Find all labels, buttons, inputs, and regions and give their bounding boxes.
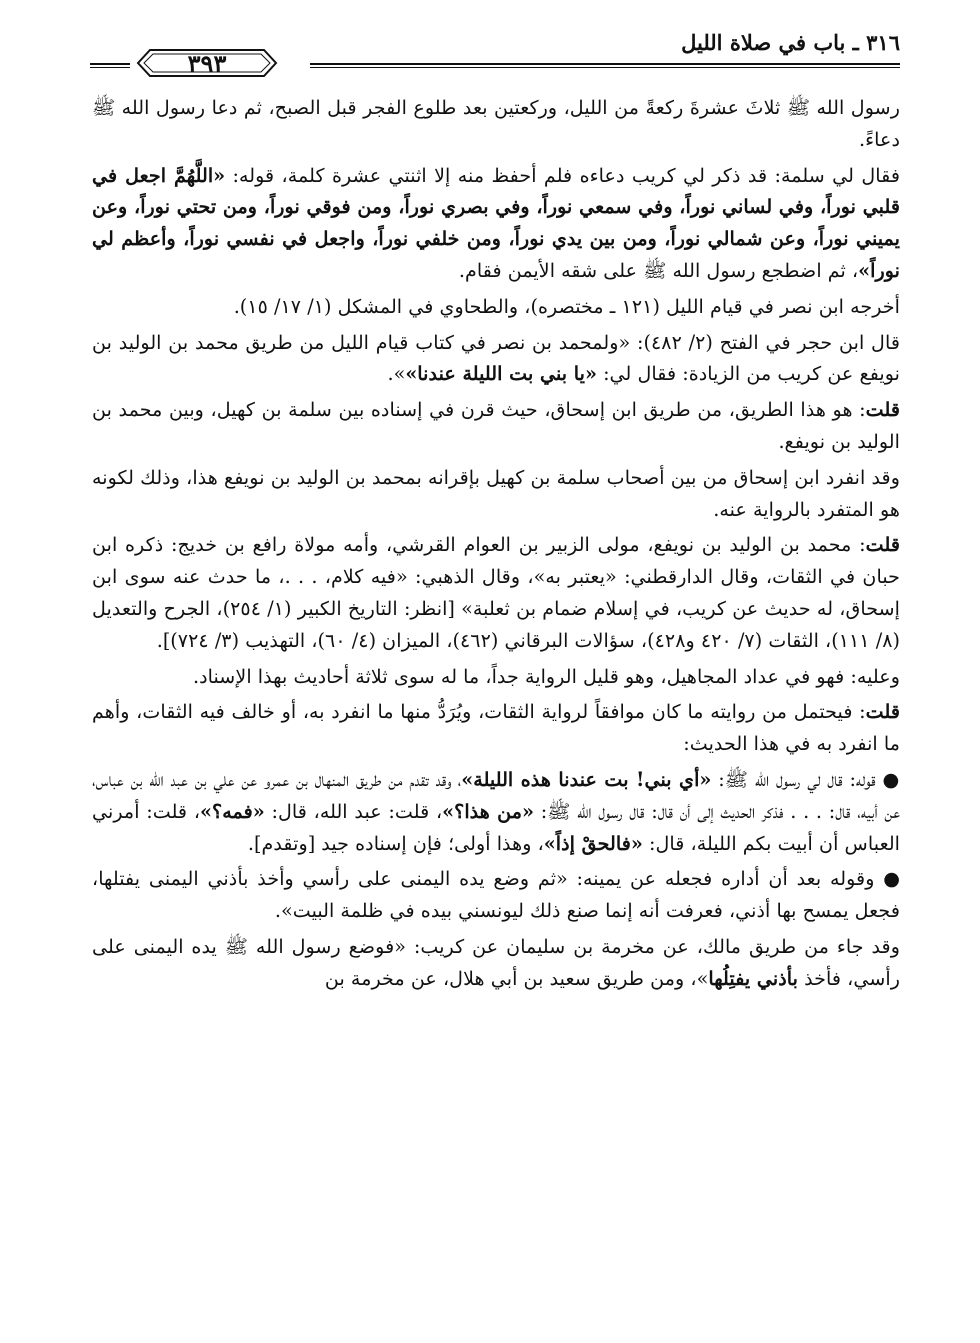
paragraph	[92, 462, 900, 526]
text-run: »، ومن طريق سعيد بن أبي هلال، عن مخرمة بن	[324, 966, 709, 990]
text-run: رسول الله ﷺ ثلاثَ عشرةَ ركعةً من الليل، وركعتين بعد طلوع الفجر قبل الصبح، ثم دعا رسول الله ﷺ دعاءً.	[92, 96, 900, 151]
paragraph	[92, 291, 900, 323]
text-run: ● قوله: قال لي رسول الله ﷺ:	[711, 767, 900, 791]
paragraph	[92, 863, 900, 927]
paragraph	[92, 394, 900, 458]
paragraph	[92, 327, 900, 391]
text-run: : محمد بن الوليد بن نويفع، مولى الزبير بن العوام القرشي، وأمه مولاة رافع بن خديج: ذكره ابن حبان في الثقات، وقال الدارقطني: «يعتبر به»، وقال الذهبي: «فيه كلام، . . .، ما حدث عنه سوى ابن إسحاق، له حديث عن كريب، في إسلام ضمام بن ثعلبة» [انظر: التاريخ الكبير (١/ ٢٥٤)، الجرح والتعديل (٨/ ١١١)، الثقات (٧/ ٤٢٠ و٤٢٨)، سؤالات البرقاني (٤٦٢)، الميزان (٤/ ٦٠)، التهذيب (٣/ ٧٢٤)].	[92, 533, 900, 652]
text-run: : فيحتمل من روايته ما كان موافقاً لرواية الثقات، ويُرَدُّ منها ما انفرد به، أو خالف فيه الثقات، وأهم ما انفرد به في هذا الحديث:	[92, 700, 900, 756]
text-run: قال ابن حجر في الفتح (٢/ ٤٨٢): «ولمحمد بن نصر في كتاب قيام الليل من طريق محمد بن الوليد بن نويفع عن كريب من الزيادة: فقال لي:	[92, 330, 900, 386]
paragraph	[92, 931, 900, 995]
text-run: : هو هذا الطريق، من طريق ابن إسحاق، حيث قرن في إسناده بين سلمة بن كهيل، وبين محمد بن الوليد بن نويفع.	[92, 398, 900, 453]
text-run: ، وهذا أولى؛ فإن إسناده جيد [وتقدم].	[247, 831, 544, 855]
text-run: فقال لي سلمة: قد ذكر لي كريب دعاءه فلم أحفظ منه إلا اثنتي عشرة كلمة، قوله:	[225, 163, 900, 187]
chapter-title: ٣١٦ ـ باب في صلاة الليل	[681, 30, 900, 55]
text-run: أخرجه ابن نصر في قيام الليل (١٢١ ـ مختصره)، والطحاوي في المشكل (١/ ١٧/ ١٥).	[233, 294, 900, 318]
page-body	[92, 92, 900, 995]
text-run: وعليه: فهو في عداد المجاهيل، وهو قليل الرواية جداً، ما له سوى ثلاثة أحاديث بهذا الإسناد.	[193, 664, 900, 688]
bold-text-run: قلت	[865, 398, 900, 422]
page-number-badge	[132, 44, 282, 82]
bold-text-run: «اللَّهُمَّ اجعل في قلبي نوراً، وفي لساني نوراً، وفي سمعي نوراً، وفي بصري نوراً، ومن فوقي نوراً، ومن تحتي نوراً، وعن يميني نوراً، وعن شمالي نوراً، ومن بين يدي نوراً، ومن خلفي نوراً، واجعل في نفسي نوراً، وأعظم لي نوراً»	[92, 163, 900, 282]
bold-text-run: «فالحقْ إذاً»	[543, 831, 643, 855]
bold-text-run: بأذني يفتِلُها	[708, 966, 798, 990]
text-run: وقد انفرد ابن إسحاق من بين أصحاب سلمة بن كهيل بإقرانه بمحمد بن الوليد بن نويفع هذا، وذلك لكونه هو المتفرد بالرواية عنه.	[92, 465, 900, 521]
paragraph	[92, 764, 900, 859]
paragraph	[92, 92, 900, 156]
text-run: ، وقد تقدم من طريق المنهال بن عمرو عن علي بن عبد الله بن عباس، عن أبيه، قال: . . . فذكر الحديث إلى أن قال: قال رسول الله ﷺ:	[92, 767, 901, 823]
paragraph	[92, 160, 900, 287]
bold-text-run: «يا بني بت الليلة عندنا»	[405, 362, 597, 386]
header-rule	[310, 63, 900, 68]
paragraph	[92, 661, 900, 693]
text-run: ».	[387, 362, 406, 386]
text-run: ● وقوله بعد أن أداره فجعله عن يمينه: «ثم وضع يده اليمنى على رأسي وأخذ بأذني اليمنى يفتلها، فجعل يمسح بها أذني، فعرفت أنه إنما صنع ذلك ليونسني بيده في ظلمة البيت».	[92, 867, 900, 923]
header-rule-left	[90, 63, 130, 68]
bold-text-run: «أي بني! بت عندنا هذه الليلة»	[461, 767, 712, 791]
paragraph	[92, 696, 900, 760]
page-number: ٣٩٣	[187, 49, 227, 78]
text-run: ، ثم اضطجع رسول الله ﷺ على شقه الأيمن فقام.	[458, 258, 859, 282]
page-header	[90, 22, 900, 78]
text-run: ، قلت: أمرني العباس أن أبيت بكم الليلة، قال:	[92, 799, 900, 855]
text-run: وقد جاء من طريق مالك، عن مخرمة بن سليمان عن كريب: «فوضع رسول الله ﷺ يده اليمنى على رأسي، فأخذ	[92, 934, 900, 990]
bold-text-run: «فمه؟»	[200, 799, 265, 823]
paragraph	[92, 529, 900, 656]
text-run: ، قلت: عبد الله، قال:	[264, 799, 443, 823]
bold-text-run: «من هذا؟»	[442, 799, 535, 823]
bold-text-run: قلت	[865, 700, 900, 724]
bold-text-run: قلت	[865, 533, 900, 557]
